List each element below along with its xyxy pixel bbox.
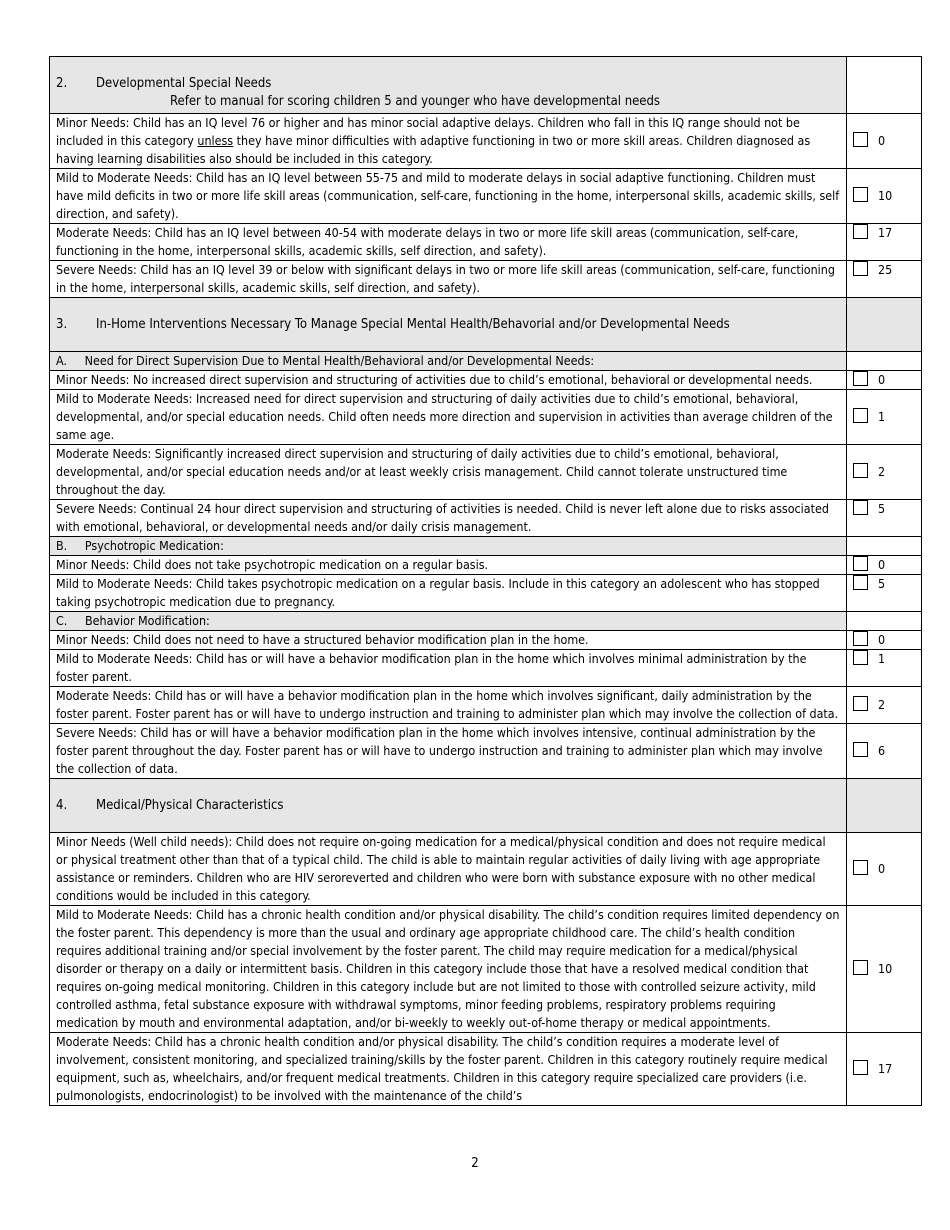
section-number: 4. <box>56 798 68 813</box>
subsection-label: B. Psychotropic Medication: <box>50 537 847 556</box>
table-row <box>50 445 922 500</box>
score-cell <box>847 224 922 261</box>
score-checkbox[interactable] <box>853 500 868 515</box>
score-checkbox[interactable] <box>853 463 868 478</box>
section-4-title-cell <box>50 779 847 833</box>
subsection-label: C. Behavior Modification: <box>50 612 847 631</box>
table-row <box>50 724 922 779</box>
score-checkbox[interactable] <box>853 187 868 202</box>
section-number: 2. <box>56 76 68 91</box>
score-cell <box>847 833 922 906</box>
score-checkbox[interactable] <box>853 650 868 665</box>
table-row <box>50 390 922 445</box>
table-row <box>50 833 922 906</box>
score-value: 0 <box>878 632 886 647</box>
table-row <box>50 114 922 169</box>
score-cell <box>847 906 922 1033</box>
score-checkbox[interactable] <box>853 224 868 239</box>
score-checkbox[interactable] <box>853 261 868 276</box>
subsection-a-header <box>50 352 922 371</box>
score-value: 0 <box>878 557 886 572</box>
score-checkbox[interactable] <box>853 1060 868 1075</box>
section-3-title-cell <box>50 298 847 352</box>
table-row <box>50 631 922 650</box>
page-number: 2 <box>471 1156 479 1171</box>
score-cell <box>847 556 922 575</box>
score-cell <box>847 169 922 224</box>
score-value: 0 <box>878 372 886 387</box>
criteria-text: Minor Needs: Child has an IQ level 76 or higher and has minor social adaptive delays. Children who fall in this IQ range should not be included in this category unless they have minor difficulties with adaptive functioning in two or more skill areas. Children diagnosed as having learning disabilities also should be included in this category. <box>50 114 847 169</box>
score-cell <box>847 650 922 687</box>
table-row <box>50 575 922 612</box>
criteria-text: Moderate Needs: Child has a chronic health condition and/or physical disability. The child’s condition requires a moderate level of involvement, consistent monitoring, and specialized training/skills by the foster parent. Children in this category routinely require medical equipment, such as, wheelchairs, and/or frequent medical treatments. Children in this category require specialized care providers (i.e. pulmonologists, endocrinologist) to be involved with the maintenance of the child’s <box>50 1033 847 1106</box>
score-value: 25 <box>878 262 893 277</box>
score-cell <box>847 1033 922 1106</box>
score-value: 17 <box>878 225 893 240</box>
score-cell <box>847 687 922 724</box>
criteria-text: Severe Needs: Continual 24 hour direct supervision and structuring of activities is needed. Child is never left alone due to risks associated with emotional, behavioral, or developmental needs and/or daily crisis management. <box>50 500 847 537</box>
section-title: Medical/Physical Characteristics <box>96 798 284 813</box>
table-row <box>50 650 922 687</box>
score-cell <box>847 724 922 779</box>
subsection-b-header <box>50 537 922 556</box>
score-checkbox[interactable] <box>853 408 868 423</box>
score-value: 2 <box>878 697 886 712</box>
score-cell <box>847 261 922 298</box>
criteria-text: Minor Needs: Child does not take psychotropic medication on a regular basis. <box>50 556 847 575</box>
criteria-text: Mild to Moderate Needs: Child takes psychotropic medication on a regular basis. Include in this category an adolescent who has stopped taking psychotropic medication due to pregnancy. <box>50 575 847 612</box>
score-checkbox[interactable] <box>853 742 868 757</box>
score-checkbox[interactable] <box>853 860 868 875</box>
section-number: 3. <box>56 317 68 332</box>
score-value: 6 <box>878 743 886 758</box>
section-2-title-cell <box>50 57 847 114</box>
table-row <box>50 1033 922 1106</box>
subsection-c-header <box>50 612 922 631</box>
criteria-text: Mild to Moderate Needs: Child has an IQ level between 55-75 and mild to moderate delays in social adaptive functioning. Children must have mild deficits in two or more life skill areas (communication, self-care, functioning in the home, interpersonal skills, academic skills, self direction, and safety). <box>50 169 847 224</box>
criteria-text: Moderate Needs: Significantly increased direct supervision and structuring of daily activities due to child’s emotional, behavioral, developmental, and/or special education needs and/or at least weekly crisis management. Child cannot tolerate unstructured time throughout the day. <box>50 445 847 500</box>
criteria-text: Mild to Moderate Needs: Child has a chronic health condition and/or physical disability. The child’s condition requires limited dependency on the foster parent. This dependency is more than the usual and ordinary age appropriate childhood care. The child’s health condition requires additional training and/or special involvement by the foster parent. The child may require medication for a medical/physical disorder or therapy on a daily or intermittent basis. Children in this category include those that have a resolved medical condition that requires on-going medical monitoring. Children in this category include but are not limited to those with controlled seizure activity, mild controlled asthma, fetal substance exposure with withdrawal symptoms, minor feeding problems, respiratory problems requiring medication by mouth and environmental adaptation, and/or bi-weekly to weekly out-of-home therapy or medical appointments. <box>50 906 847 1033</box>
criteria-text: Moderate Needs: Child has or will have a behavior modification plan in the home which involves significant, daily administration by the foster parent. Foster parent has or will have to undergo instruction and training to administer plan which may involve the collection of data. <box>50 687 847 724</box>
score-checkbox[interactable] <box>853 960 868 975</box>
criteria-text: Severe Needs: Child has or will have a behavior modification plan in the home which involves intensive, continual administration by the foster parent throughout the day. Foster parent has or will have to undergo instruction and training to administer plan which may involve the collection of data. <box>50 724 847 779</box>
score-checkbox[interactable] <box>853 696 868 711</box>
score-value: 5 <box>878 576 886 591</box>
score-checkbox[interactable] <box>853 371 868 386</box>
score-value: 1 <box>878 409 886 424</box>
table-row <box>50 371 922 390</box>
table-row <box>50 261 922 298</box>
criteria-text: Minor Needs (Well child needs): Child does not require on-going medication for a medical/physical condition and does not require medical or physical treatment other than that of a typical child. The child is able to maintain regular activities of daily living with age appropriate assistance or reminders. Children who are HIV seroreverted and children who were born with substance exposure with no other medical conditions would be included in this category. <box>50 833 847 906</box>
score-cell <box>847 631 922 650</box>
criteria-text: Mild to Moderate Needs: Child has or will have a behavior modification plan in the home which involves minimal administration by the foster parent. <box>50 650 847 687</box>
score-value: 2 <box>878 464 886 479</box>
score-cell <box>847 500 922 537</box>
section-subtitle: Refer to manual for scoring children 5 and younger who have developmental needs <box>170 94 661 109</box>
criteria-text: Mild to Moderate Needs: Increased need for direct supervision and structuring of daily activities due to child’s emotional, behavioral, developmental, and/or special education needs. Child often needs more direction and supervision in activities than average children of the same age. <box>50 390 847 445</box>
criteria-text: Moderate Needs: Child has an IQ level between 40-54 with moderate delays in two or more life skill areas (communication, self-care, functioning in the home, interpersonal skills, academic skills, self direction, and safety). <box>50 224 847 261</box>
score-cell <box>847 371 922 390</box>
score-cell <box>847 445 922 500</box>
score-cell <box>847 575 922 612</box>
section-2-header <box>50 57 922 114</box>
table-row <box>50 556 922 575</box>
section-title: In-Home Interventions Necessary To Manage Special Mental Health/Behavorial and/or Developmental Needs <box>96 317 730 332</box>
criteria-text: Minor Needs: No increased direct supervision and structuring of activities due to child’s emotional, behavioral or developmental needs. <box>50 371 847 390</box>
score-value: 17 <box>878 1061 893 1076</box>
score-header-cell <box>847 779 922 833</box>
score-checkbox[interactable] <box>853 132 868 147</box>
score-value: 5 <box>878 501 886 516</box>
table-row <box>50 224 922 261</box>
table-row <box>50 906 922 1033</box>
section-title: Developmental Special Needs <box>96 76 272 91</box>
score-cell <box>847 114 922 169</box>
score-header-cell <box>847 57 922 114</box>
score-checkbox[interactable] <box>853 556 868 571</box>
section-4-header <box>50 779 922 833</box>
table-row <box>50 169 922 224</box>
score-value: 10 <box>878 188 893 203</box>
score-checkbox[interactable] <box>853 631 868 646</box>
score-value: 0 <box>878 133 886 148</box>
score-checkbox[interactable] <box>853 575 868 590</box>
score-value: 0 <box>878 861 886 876</box>
score-header-cell <box>847 298 922 352</box>
score-value: 10 <box>878 961 893 976</box>
criteria-text: Severe Needs: Child has an IQ level 39 or below with significant delays in two or more life skill areas (communication, self-care, functioning in the home, interpersonal skills, academic skills, self direction, and safety). <box>50 261 847 298</box>
score-value: 1 <box>878 651 886 666</box>
section-3-header <box>50 298 922 352</box>
score-cell <box>847 390 922 445</box>
subsection-label: A. Need for Direct Supervision Due to Mental Health/Behavioral and/or Developmental Needs: <box>50 352 847 371</box>
table-row <box>50 500 922 537</box>
criteria-text: Minor Needs: Child does not need to have a structured behavior modification plan in the home. <box>50 631 847 650</box>
table-row <box>50 687 922 724</box>
assessment-form-table <box>49 56 922 1106</box>
